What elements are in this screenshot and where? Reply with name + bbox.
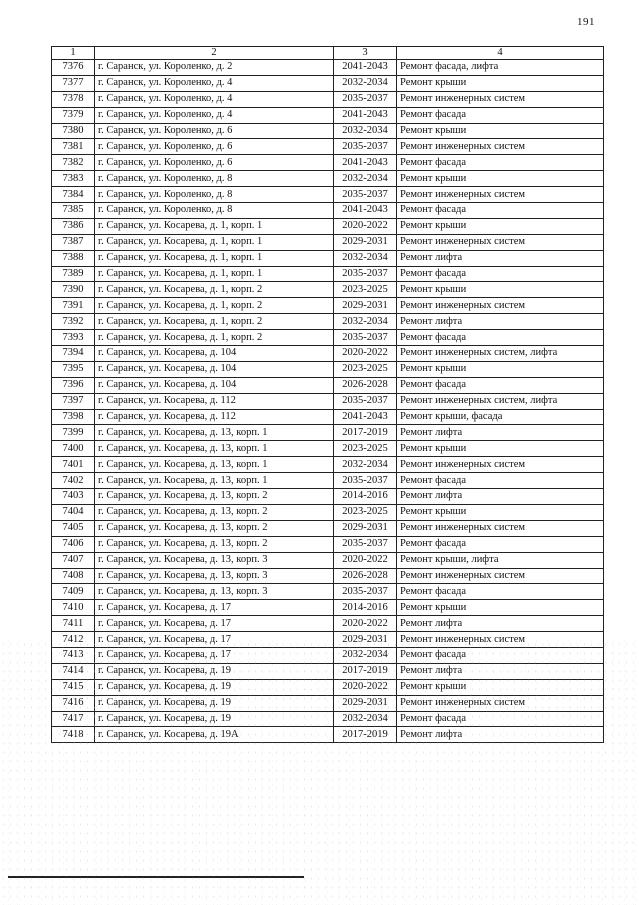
row-address: г. Саранск, ул. Косарева, д. 13, корп. 1 — [95, 441, 334, 457]
table-row — [52, 727, 604, 743]
row-number: 7395 — [52, 361, 95, 377]
row-period: 2032-2034 — [334, 171, 397, 187]
row-period: 2029-2031 — [334, 695, 397, 711]
table-row — [52, 234, 604, 250]
row-address: г. Саранск, ул. Косарева, д. 13, корп. 3 — [95, 568, 334, 584]
row-period: 2014-2016 — [334, 489, 397, 505]
row-period: 2023-2025 — [334, 504, 397, 520]
table-row — [52, 552, 604, 568]
row-work-type: Ремонт лифта — [397, 314, 604, 330]
table-row — [52, 647, 604, 663]
row-number: 7394 — [52, 346, 95, 362]
table-row — [52, 600, 604, 616]
row-number: 7417 — [52, 711, 95, 727]
table-row — [52, 60, 604, 76]
row-period: 2041-2043 — [334, 107, 397, 123]
table-row — [52, 155, 604, 171]
row-number: 7392 — [52, 314, 95, 330]
row-address: г. Саранск, ул. Косарева, д. 1, корп. 1 — [95, 234, 334, 250]
row-period: 2032-2034 — [334, 711, 397, 727]
row-work-type: Ремонт крыши — [397, 75, 604, 91]
row-address: г. Саранск, ул. Короленко, д. 6 — [95, 155, 334, 171]
row-address: г. Саранск, ул. Короленко, д. 4 — [95, 75, 334, 91]
row-number: 7415 — [52, 679, 95, 695]
table-row — [52, 473, 604, 489]
page-number: 191 — [577, 16, 595, 28]
row-address: г. Саранск, ул. Косарева, д. 112 — [95, 409, 334, 425]
row-address: г. Саранск, ул. Косарева, д. 17 — [95, 632, 334, 648]
table-row — [52, 489, 604, 505]
row-period: 2035-2037 — [334, 91, 397, 107]
row-address: г. Саранск, ул. Короленко, д. 6 — [95, 139, 334, 155]
row-period: 2032-2034 — [334, 457, 397, 473]
row-period: 2023-2025 — [334, 441, 397, 457]
row-period: 2035-2037 — [334, 536, 397, 552]
row-number: 7384 — [52, 187, 95, 203]
row-period: 2029-2031 — [334, 298, 397, 314]
row-address: г. Саранск, ул. Косарева, д. 13, корп. 2 — [95, 536, 334, 552]
row-work-type: Ремонт фасада — [397, 107, 604, 123]
row-period: 2035-2037 — [334, 473, 397, 489]
table-row — [52, 91, 604, 107]
row-work-type: Ремонт инженерных систем, лифта — [397, 393, 604, 409]
row-work-type: Ремонт фасада — [397, 711, 604, 727]
table-row — [52, 314, 604, 330]
row-number: 7389 — [52, 266, 95, 282]
row-address: г. Саранск, ул. Косарева, д. 13, корп. 2 — [95, 520, 334, 536]
row-number: 7398 — [52, 409, 95, 425]
row-number: 7416 — [52, 695, 95, 711]
row-work-type: Ремонт крыши — [397, 504, 604, 520]
row-work-type: Ремонт крыши — [397, 679, 604, 695]
row-period: 2017-2019 — [334, 425, 397, 441]
row-number: 7378 — [52, 91, 95, 107]
table-row — [52, 330, 604, 346]
row-address: г. Саранск, ул. Косарева, д. 17 — [95, 616, 334, 632]
row-address: г. Саранск, ул. Короленко, д. 6 — [95, 123, 334, 139]
row-period: 2035-2037 — [334, 393, 397, 409]
row-period: 2032-2034 — [334, 123, 397, 139]
row-address: г. Саранск, ул. Косарева, д. 13, корп. 1 — [95, 457, 334, 473]
row-work-type: Ремонт инженерных систем — [397, 457, 604, 473]
row-period: 2020-2022 — [334, 616, 397, 632]
table-row — [52, 171, 604, 187]
table-header — [52, 47, 604, 60]
row-number: 7413 — [52, 647, 95, 663]
row-number: 7399 — [52, 425, 95, 441]
row-address: г. Саранск, ул. Косарева, д. 1, корп. 2 — [95, 330, 334, 346]
row-address: г. Саранск, ул. Косарева, д. 13, корп. 1 — [95, 425, 334, 441]
row-work-type: Ремонт фасада — [397, 266, 604, 282]
table-row — [52, 616, 604, 632]
row-number: 7388 — [52, 250, 95, 266]
row-work-type: Ремонт фасада — [397, 647, 604, 663]
row-period: 2029-2031 — [334, 520, 397, 536]
row-period: 2035-2037 — [334, 330, 397, 346]
header-col-number: 1 — [52, 47, 95, 60]
row-period: 2041-2043 — [334, 60, 397, 76]
repair-schedule-table — [51, 46, 604, 743]
row-number: 7401 — [52, 457, 95, 473]
table-row — [52, 504, 604, 520]
row-number: 7387 — [52, 234, 95, 250]
row-number: 7380 — [52, 123, 95, 139]
row-work-type: Ремонт крыши — [397, 600, 604, 616]
table-row — [52, 187, 604, 203]
row-work-type: Ремонт лифта — [397, 425, 604, 441]
row-address: г. Саранск, ул. Косарева, д. 1, корп. 1 — [95, 218, 334, 234]
table-row — [52, 711, 604, 727]
row-number: 7381 — [52, 139, 95, 155]
row-work-type: Ремонт инженерных систем — [397, 568, 604, 584]
row-address: г. Саранск, ул. Короленко, д. 8 — [95, 187, 334, 203]
row-address: г. Саранск, ул. Косарева, д. 13, корп. 2 — [95, 504, 334, 520]
row-work-type: Ремонт крыши, лифта — [397, 552, 604, 568]
row-address: г. Саранск, ул. Короленко, д. 8 — [95, 171, 334, 187]
row-period: 2032-2034 — [334, 314, 397, 330]
row-number: 7412 — [52, 632, 95, 648]
row-number: 7408 — [52, 568, 95, 584]
row-number: 7410 — [52, 600, 95, 616]
row-address: г. Саранск, ул. Косарева, д. 19 — [95, 679, 334, 695]
table-row — [52, 584, 604, 600]
table-row — [52, 679, 604, 695]
header-col-work-type: 4 — [397, 47, 604, 60]
row-address: г. Саранск, ул. Короленко, д. 4 — [95, 91, 334, 107]
row-address: г. Саранск, ул. Косарева, д. 13, корп. 1 — [95, 473, 334, 489]
row-address: г. Саранск, ул. Косарева, д. 13, корп. 3 — [95, 584, 334, 600]
row-number: 7383 — [52, 171, 95, 187]
row-period: 2017-2019 — [334, 663, 397, 679]
row-period: 2032-2034 — [334, 250, 397, 266]
table-row — [52, 441, 604, 457]
row-period: 2032-2034 — [334, 75, 397, 91]
table-row — [52, 282, 604, 298]
row-period: 2035-2037 — [334, 187, 397, 203]
row-period: 2035-2037 — [334, 266, 397, 282]
row-address: г. Саранск, ул. Косарева, д. 1, корп. 2 — [95, 282, 334, 298]
row-work-type: Ремонт лифта — [397, 727, 604, 743]
row-number: 7390 — [52, 282, 95, 298]
table-row — [52, 393, 604, 409]
row-work-type: Ремонт инженерных систем — [397, 187, 604, 203]
row-number: 7391 — [52, 298, 95, 314]
row-number: 7407 — [52, 552, 95, 568]
row-work-type: Ремонт лифта — [397, 616, 604, 632]
row-work-type: Ремонт инженерных систем — [397, 520, 604, 536]
row-work-type: Ремонт инженерных систем — [397, 632, 604, 648]
row-work-type: Ремонт инженерных систем — [397, 298, 604, 314]
table-row — [52, 409, 604, 425]
row-address: г. Саранск, ул. Косарева, д. 17 — [95, 600, 334, 616]
row-work-type: Ремонт фасада — [397, 473, 604, 489]
row-address: г. Саранск, ул. Косарева, д. 13, корп. 3 — [95, 552, 334, 568]
row-number: 7409 — [52, 584, 95, 600]
row-address: г. Саранск, ул. Косарева, д. 112 — [95, 393, 334, 409]
row-number: 7414 — [52, 663, 95, 679]
row-address: г. Саранск, ул. Косарева, д. 104 — [95, 361, 334, 377]
row-number: 7411 — [52, 616, 95, 632]
row-period: 2029-2031 — [334, 234, 397, 250]
table-row — [52, 123, 604, 139]
header-row — [52, 47, 604, 60]
row-period: 2020-2022 — [334, 679, 397, 695]
row-period: 2020-2022 — [334, 346, 397, 362]
row-address: г. Саранск, ул. Короленко, д. 2 — [95, 60, 334, 76]
row-address: г. Саранск, ул. Косарева, д. 13, корп. 2 — [95, 489, 334, 505]
row-work-type: Ремонт фасада — [397, 330, 604, 346]
table-row — [52, 695, 604, 711]
row-address: г. Саранск, ул. Косарева, д. 19 — [95, 711, 334, 727]
row-number: 7377 — [52, 75, 95, 91]
row-work-type: Ремонт фасада — [397, 203, 604, 219]
row-work-type: Ремонт инженерных систем, лифта — [397, 346, 604, 362]
row-period: 2035-2037 — [334, 584, 397, 600]
bottom-rule — [8, 876, 304, 878]
table-row — [52, 663, 604, 679]
table-row — [52, 520, 604, 536]
row-work-type: Ремонт инженерных систем — [397, 234, 604, 250]
row-number: 7382 — [52, 155, 95, 171]
table-row — [52, 75, 604, 91]
row-number: 7403 — [52, 489, 95, 505]
row-number: 7393 — [52, 330, 95, 346]
row-work-type: Ремонт фасада — [397, 536, 604, 552]
row-work-type: Ремонт фасада — [397, 377, 604, 393]
table-row — [52, 203, 604, 219]
row-work-type: Ремонт лифта — [397, 250, 604, 266]
table-row — [52, 218, 604, 234]
table-row — [52, 536, 604, 552]
row-work-type: Ремонт инженерных систем — [397, 695, 604, 711]
row-address: г. Саранск, ул. Косарева, д. 1, корп. 1 — [95, 266, 334, 282]
row-number: 7406 — [52, 536, 95, 552]
row-number: 7418 — [52, 727, 95, 743]
row-work-type: Ремонт инженерных систем — [397, 139, 604, 155]
row-work-type: Ремонт крыши — [397, 171, 604, 187]
row-period: 2020-2022 — [334, 218, 397, 234]
row-work-type: Ремонт крыши — [397, 441, 604, 457]
row-address: г. Саранск, ул. Короленко, д. 4 — [95, 107, 334, 123]
row-address: г. Саранск, ул. Косарева, д. 1, корп. 1 — [95, 250, 334, 266]
row-period: 2041-2043 — [334, 155, 397, 171]
row-work-type: Ремонт крыши, фасада — [397, 409, 604, 425]
row-period: 2014-2016 — [334, 600, 397, 616]
table-row — [52, 632, 604, 648]
row-period: 2017-2019 — [334, 727, 397, 743]
row-work-type: Ремонт фасада, лифта — [397, 60, 604, 76]
table-row — [52, 139, 604, 155]
row-address: г. Саранск, ул. Косарева, д. 1, корп. 2 — [95, 314, 334, 330]
row-work-type: Ремонт крыши — [397, 218, 604, 234]
row-period: 2029-2031 — [334, 632, 397, 648]
row-work-type: Ремонт фасада — [397, 584, 604, 600]
row-work-type: Ремонт крыши — [397, 123, 604, 139]
row-number: 7405 — [52, 520, 95, 536]
row-period: 2041-2043 — [334, 203, 397, 219]
row-address: г. Саранск, ул. Косарева, д. 19 — [95, 695, 334, 711]
table-row — [52, 107, 604, 123]
table-row — [52, 346, 604, 362]
table-row — [52, 266, 604, 282]
row-work-type: Ремонт лифта — [397, 663, 604, 679]
row-number: 7376 — [52, 60, 95, 76]
row-work-type: Ремонт инженерных систем — [397, 91, 604, 107]
table-row — [52, 568, 604, 584]
row-number: 7385 — [52, 203, 95, 219]
row-number: 7397 — [52, 393, 95, 409]
row-work-type: Ремонт крыши — [397, 282, 604, 298]
row-address: г. Саранск, ул. Косарева, д. 19А — [95, 727, 334, 743]
header-col-address: 2 — [95, 47, 334, 60]
row-address: г. Саранск, ул. Косарева, д. 104 — [95, 346, 334, 362]
row-period: 2020-2022 — [334, 552, 397, 568]
row-address: г. Саранск, ул. Косарева, д. 17 — [95, 647, 334, 663]
row-work-type: Ремонт крыши — [397, 361, 604, 377]
table-row — [52, 425, 604, 441]
row-address: г. Саранск, ул. Косарева, д. 19 — [95, 663, 334, 679]
row-number: 7386 — [52, 218, 95, 234]
row-address: г. Саранск, ул. Короленко, д. 8 — [95, 203, 334, 219]
row-number: 7396 — [52, 377, 95, 393]
row-work-type: Ремонт фасада — [397, 155, 604, 171]
row-period: 2023-2025 — [334, 282, 397, 298]
row-period: 2026-2028 — [334, 568, 397, 584]
table-row — [52, 361, 604, 377]
table-row — [52, 377, 604, 393]
row-address: г. Саранск, ул. Косарева, д. 1, корп. 2 — [95, 298, 334, 314]
table-row — [52, 250, 604, 266]
row-number: 7379 — [52, 107, 95, 123]
table-row — [52, 457, 604, 473]
row-number: 7404 — [52, 504, 95, 520]
table-body — [52, 60, 604, 743]
table-row — [52, 298, 604, 314]
row-number: 7400 — [52, 441, 95, 457]
row-period: 2032-2034 — [334, 647, 397, 663]
row-period: 2041-2043 — [334, 409, 397, 425]
header-col-period: 3 — [334, 47, 397, 60]
row-number: 7402 — [52, 473, 95, 489]
row-address: г. Саранск, ул. Косарева, д. 104 — [95, 377, 334, 393]
row-period: 2035-2037 — [334, 139, 397, 155]
row-period: 2026-2028 — [334, 377, 397, 393]
row-work-type: Ремонт лифта — [397, 489, 604, 505]
row-period: 2023-2025 — [334, 361, 397, 377]
